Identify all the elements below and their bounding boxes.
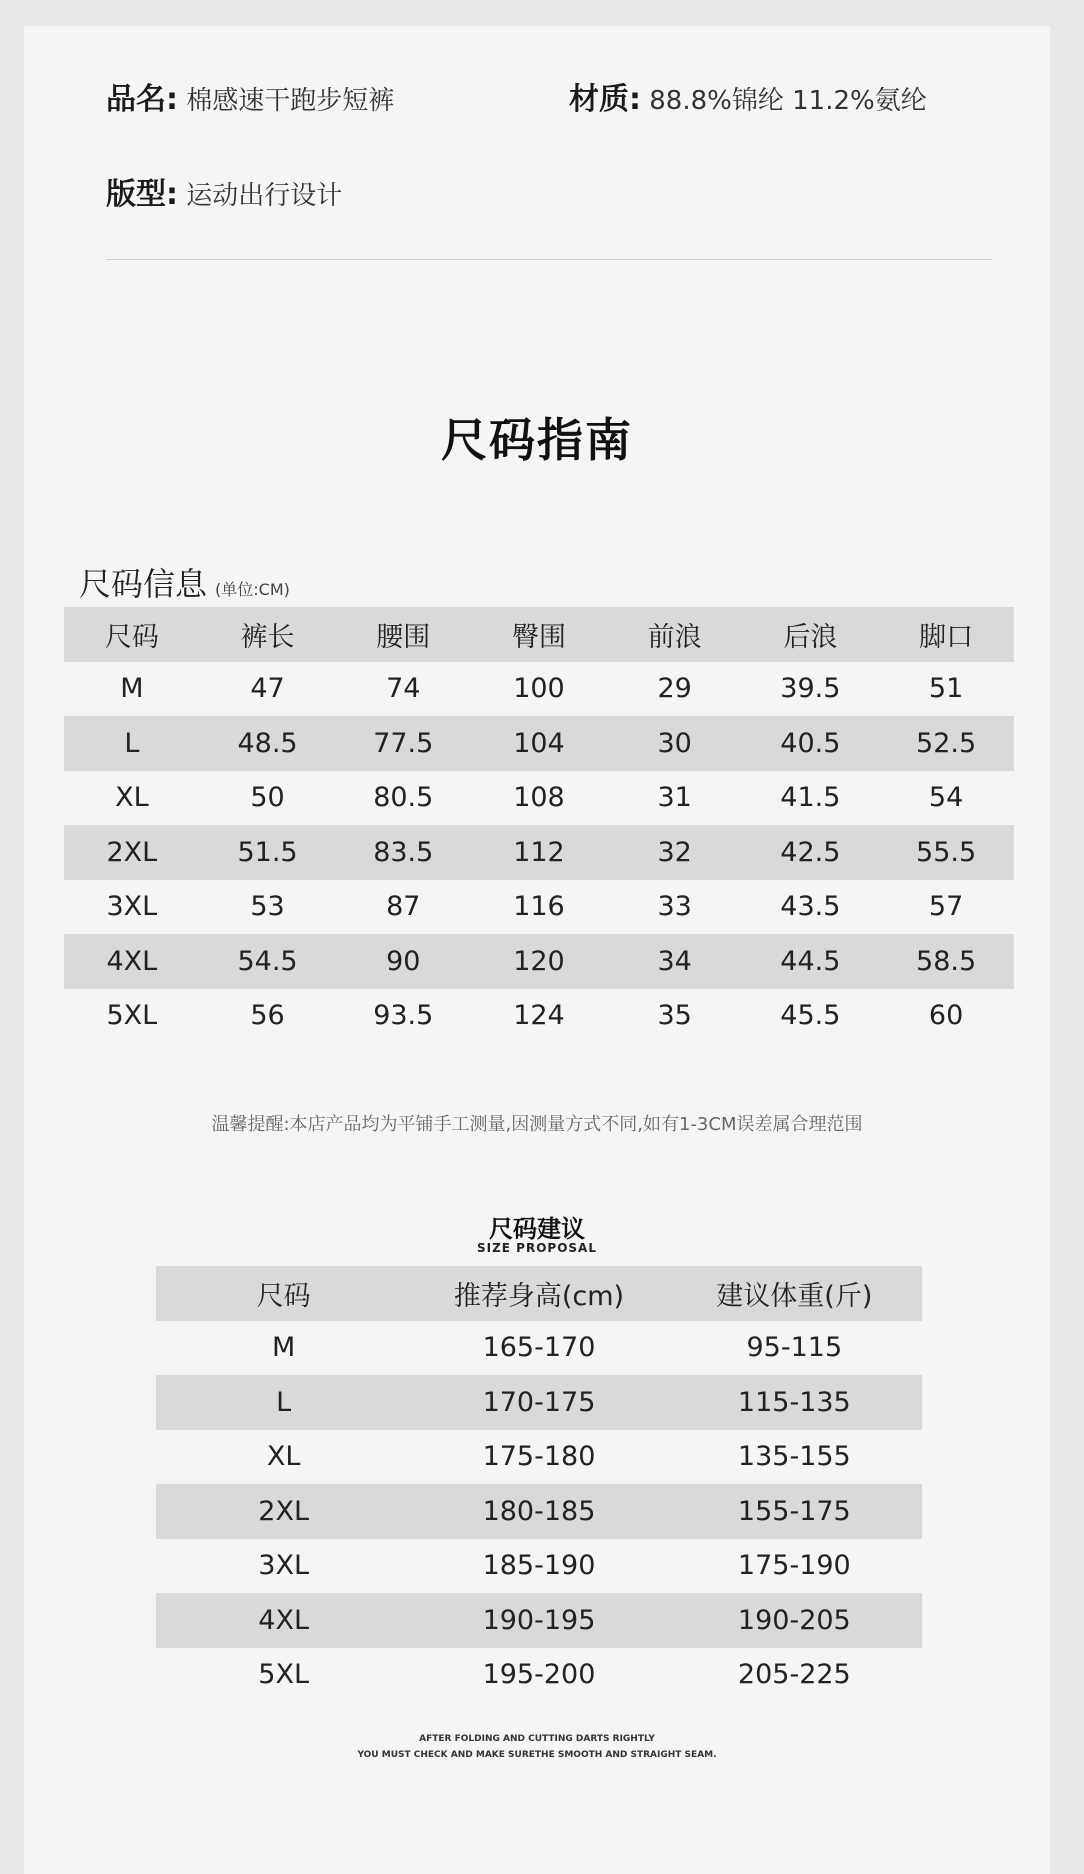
table-cell: 42.5 — [780, 836, 841, 868]
material-value: 88.8%锦纶 11.2%氨纶 — [649, 86, 927, 116]
header-cell: 推荐身高(cm) — [453, 1280, 625, 1312]
table-cell: 116 — [513, 891, 565, 923]
table-cell: 58.5 — [916, 945, 977, 977]
table-cell: 2XL — [258, 1495, 310, 1527]
table-cell: L — [276, 1386, 292, 1418]
fit-row — [106, 169, 342, 213]
table-cell: 80.5 — [373, 782, 434, 814]
table-row — [156, 1593, 922, 1648]
table-row — [156, 1648, 922, 1703]
table-cell: 31 — [657, 782, 692, 814]
header-cell: 建议体重(斤) — [716, 1280, 873, 1312]
table-cell: 5XL — [258, 1659, 310, 1691]
table-cell: XL — [115, 782, 149, 814]
size-info-title — [79, 559, 290, 605]
table-cell: 195-200 — [482, 1659, 596, 1691]
measurement-note: 温馨提醒:本店产品均为平铺手工测量,因测量方式不同,如有1-3CM误差属合理范围 — [211, 1114, 863, 1135]
page-title: 尺码指南 — [441, 413, 633, 467]
table-cell: 83.5 — [373, 836, 434, 868]
table-cell: 45.5 — [780, 1000, 841, 1032]
table-cell: 3XL — [258, 1550, 310, 1582]
table-cell: 100 — [513, 673, 565, 705]
table-cell: 87 — [386, 891, 421, 923]
header-cell: 后浪 — [783, 621, 838, 653]
table-cell: 120 — [513, 945, 565, 977]
size-proposal-header-row — [156, 1266, 922, 1321]
footer-line-2: YOU MUST CHECK AND MAKE SURETHE SMOOTH AND STRAIGHT SEAM. — [357, 1750, 717, 1760]
divider — [106, 259, 992, 260]
size-guide-page — [24, 26, 1050, 1874]
header-cell: 脚口 — [919, 621, 974, 653]
product-name-row — [106, 74, 394, 118]
table-row — [156, 1430, 922, 1485]
table-cell: 175-190 — [737, 1550, 851, 1582]
table-cell: 175-180 — [482, 1441, 596, 1473]
table-cell: 43.5 — [780, 891, 841, 923]
material-row — [569, 74, 927, 118]
header-cell: 前浪 — [647, 621, 702, 653]
size-proposal-title-en: SIZE PROPOSAL — [477, 1241, 597, 1255]
table-cell: 29 — [657, 673, 692, 705]
table-cell: 93.5 — [373, 1000, 434, 1032]
product-name-label: 品名: — [106, 82, 178, 117]
table-cell: 4XL — [106, 945, 158, 977]
table-row — [64, 880, 1014, 935]
table-cell: 51 — [928, 673, 964, 705]
table-cell: 2XL — [106, 836, 158, 868]
table-cell: 47 — [250, 673, 285, 705]
table-row — [156, 1321, 922, 1376]
table-cell: 34 — [657, 945, 692, 977]
header-cell: 臀围 — [511, 621, 566, 653]
table-cell: 205-225 — [737, 1659, 851, 1691]
table-row — [64, 989, 1014, 1044]
table-cell: 3XL — [106, 891, 158, 923]
table-cell: 115-135 — [737, 1386, 851, 1418]
table-cell: 54.5 — [237, 945, 298, 977]
header-cell: 尺码 — [256, 1280, 311, 1312]
table-cell: 190-205 — [737, 1604, 851, 1636]
table-cell: 104 — [513, 727, 565, 759]
table-cell: 33 — [657, 891, 692, 923]
table-cell: 35 — [657, 1000, 692, 1032]
size-info-unit: (单位:CM) — [215, 580, 290, 599]
product-name-value: 棉感速干跑步短裤 — [186, 86, 395, 116]
fit-value: 运动出行设计 — [186, 181, 343, 211]
table-cell: 4XL — [258, 1604, 310, 1636]
table-cell: 53 — [250, 891, 285, 923]
header-cell: 腰围 — [376, 621, 431, 653]
table-cell: 165-170 — [482, 1332, 596, 1364]
table-row — [156, 1375, 922, 1430]
table-row — [64, 825, 1014, 880]
size-proposal-table — [156, 1266, 922, 1702]
table-cell: 41.5 — [780, 782, 841, 814]
table-cell: M — [272, 1332, 296, 1364]
table-cell: 44.5 — [780, 945, 841, 977]
table-cell: M — [120, 673, 144, 705]
size-info-title-text: 尺码信息 — [79, 565, 208, 603]
table-cell: 180-185 — [482, 1495, 596, 1527]
fit-label: 版型: — [106, 177, 178, 212]
table-cell: 5XL — [106, 1000, 158, 1032]
table-cell: 155-175 — [737, 1495, 851, 1527]
size-info-table — [64, 607, 1014, 1043]
size-info-header-row — [64, 607, 1014, 662]
header-cell: 裤长 — [240, 621, 295, 653]
table-cell: 124 — [513, 1000, 565, 1032]
table-cell: 48.5 — [237, 727, 298, 759]
table-cell: 51.5 — [237, 836, 298, 868]
table-cell: 135-155 — [737, 1441, 851, 1473]
table-cell: 52.5 — [916, 727, 977, 759]
table-cell: 30 — [657, 727, 692, 759]
table-cell: 54 — [928, 782, 964, 814]
table-cell: 90 — [386, 945, 421, 977]
table-row — [64, 716, 1014, 771]
table-row — [156, 1484, 922, 1539]
table-row — [156, 1539, 922, 1594]
table-cell: XL — [266, 1441, 301, 1473]
table-cell: 39.5 — [780, 673, 841, 705]
header-cell: 尺码 — [104, 621, 159, 653]
size-proposal-title: 尺码建议 — [489, 1215, 585, 1243]
table-row — [64, 662, 1014, 717]
table-row — [64, 771, 1014, 826]
footer-line-1: AFTER FOLDING AND CUTTING DARTS RIGHTLY — [419, 1734, 655, 1744]
table-cell: 56 — [250, 1000, 285, 1032]
table-cell: 185-190 — [482, 1550, 596, 1582]
table-cell: 95-115 — [746, 1332, 843, 1364]
table-cell: 112 — [513, 836, 565, 868]
table-cell: 74 — [386, 673, 421, 705]
table-cell: L — [124, 727, 140, 759]
table-cell: 50 — [250, 782, 285, 814]
table-cell: 32 — [657, 836, 692, 868]
table-cell: 57 — [928, 891, 964, 923]
table-cell: 77.5 — [373, 727, 434, 759]
table-cell: 55.5 — [916, 836, 977, 868]
table-row — [64, 934, 1014, 989]
table-cell: 60 — [928, 1000, 964, 1032]
table-cell: 170-175 — [482, 1386, 596, 1418]
table-cell: 108 — [513, 782, 565, 814]
table-cell: 40.5 — [780, 727, 841, 759]
material-label: 材质: — [569, 82, 641, 117]
table-cell: 190-195 — [482, 1604, 596, 1636]
